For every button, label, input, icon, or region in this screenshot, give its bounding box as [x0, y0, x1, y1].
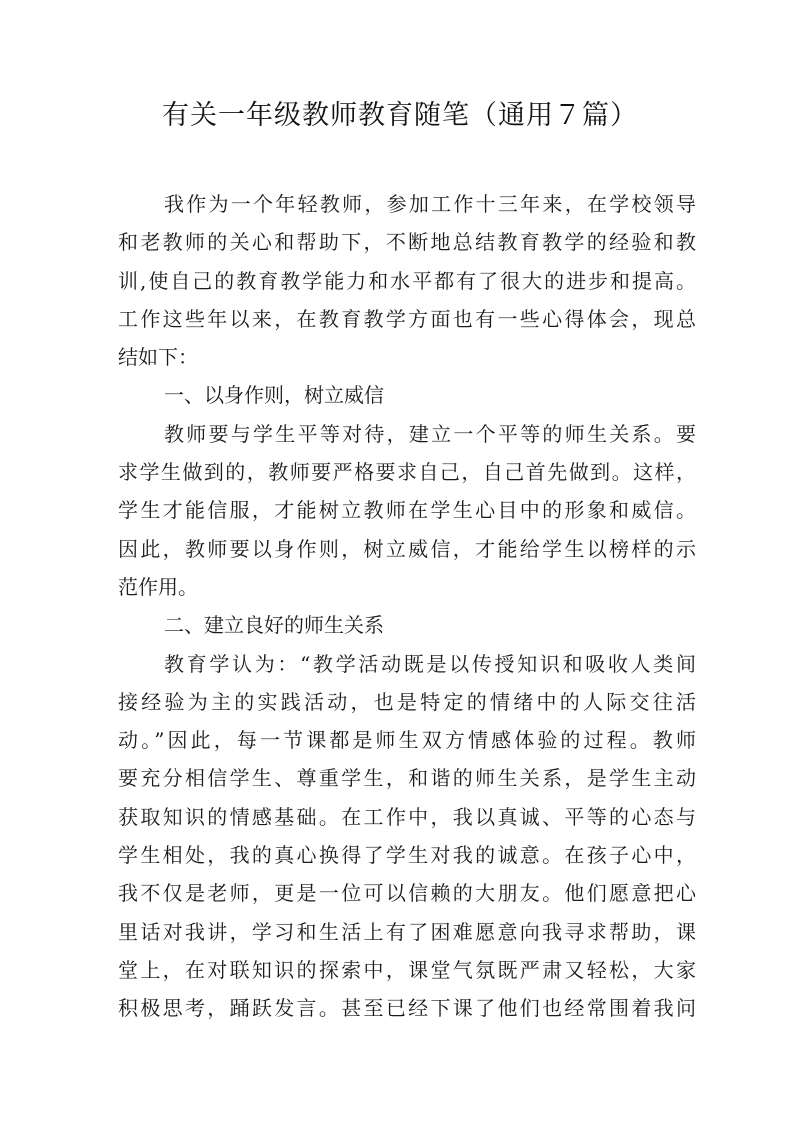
paragraph-line: 学生相处，我的真心换得了学生对我的诚意。在孩子心中，	[118, 843, 696, 868]
paragraph-line: 积极思考，踊跃发言。甚至已经下课了他们也经常围着我问	[118, 996, 696, 1021]
paragraph-line: 接经验为主的实践活动，也是特定的情绪中的人际交往活	[118, 689, 696, 714]
paragraph-line: 我作为一个年轻教师，参加工作十三年来，在学校领导	[164, 192, 696, 216]
paragraph-line: 训,使自己的教育教学能力和水平都有了很大的进步和提高。	[118, 268, 696, 293]
paragraph-line: 教师要与学生平等对待，建立一个平等的师生关系。要	[164, 421, 696, 446]
document-title: 有关一年级教师教育随笔（通用７篇）	[162, 100, 638, 131]
paragraph-line: 工作这些年以来，在教育教学方面也有一些心得体会，现总	[118, 306, 696, 331]
paragraph-line: 要充分相信学生、尊重学生，和谐的师生关系，是学生主动	[118, 766, 696, 791]
paragraph-line: 获取知识的情感基础。在工作中，我以真诚、平等的心态与	[118, 804, 696, 829]
section-heading: 二、建立良好的师生关系	[164, 613, 384, 638]
paragraph-line: 堂上，在对联知识的探索中，课堂气氛既严肃又轻松，大家	[118, 957, 696, 982]
paragraph-line: 我不仅是老师，更是一位可以信赖的大朋友。他们愿意把心	[118, 881, 696, 906]
paragraph-line: 学生才能信服，才能树立教师在学生心目中的形象和威信。	[118, 498, 696, 523]
paragraph-line: 结如下：	[118, 345, 198, 370]
paragraph-line: 动。”因此，每一节课都是师生双方情感体验的过程。教师	[118, 728, 696, 753]
paragraph-line: 和老教师的关心和帮助下，不断地总结教育教学的经验和教	[118, 230, 696, 255]
paragraph-line: 求学生做到的，教师要严格要求自己，自己首先做到。这样，	[118, 460, 696, 485]
section-heading: 一、以身作则，树立威信	[164, 383, 384, 408]
paragraph-line: 教育学认为：“教学活动既是以传授知识和吸收人类间	[164, 651, 696, 676]
paragraph-line: 范作用。	[118, 574, 198, 599]
paragraph-line: 里话对我讲，学习和生活上有了困难愿意向我寻求帮助，课	[118, 919, 696, 944]
paragraph-line: 因此，教师要以身作则，树立威信，才能给学生以榜样的示	[118, 536, 696, 561]
document-body	[118, 185, 696, 1028]
